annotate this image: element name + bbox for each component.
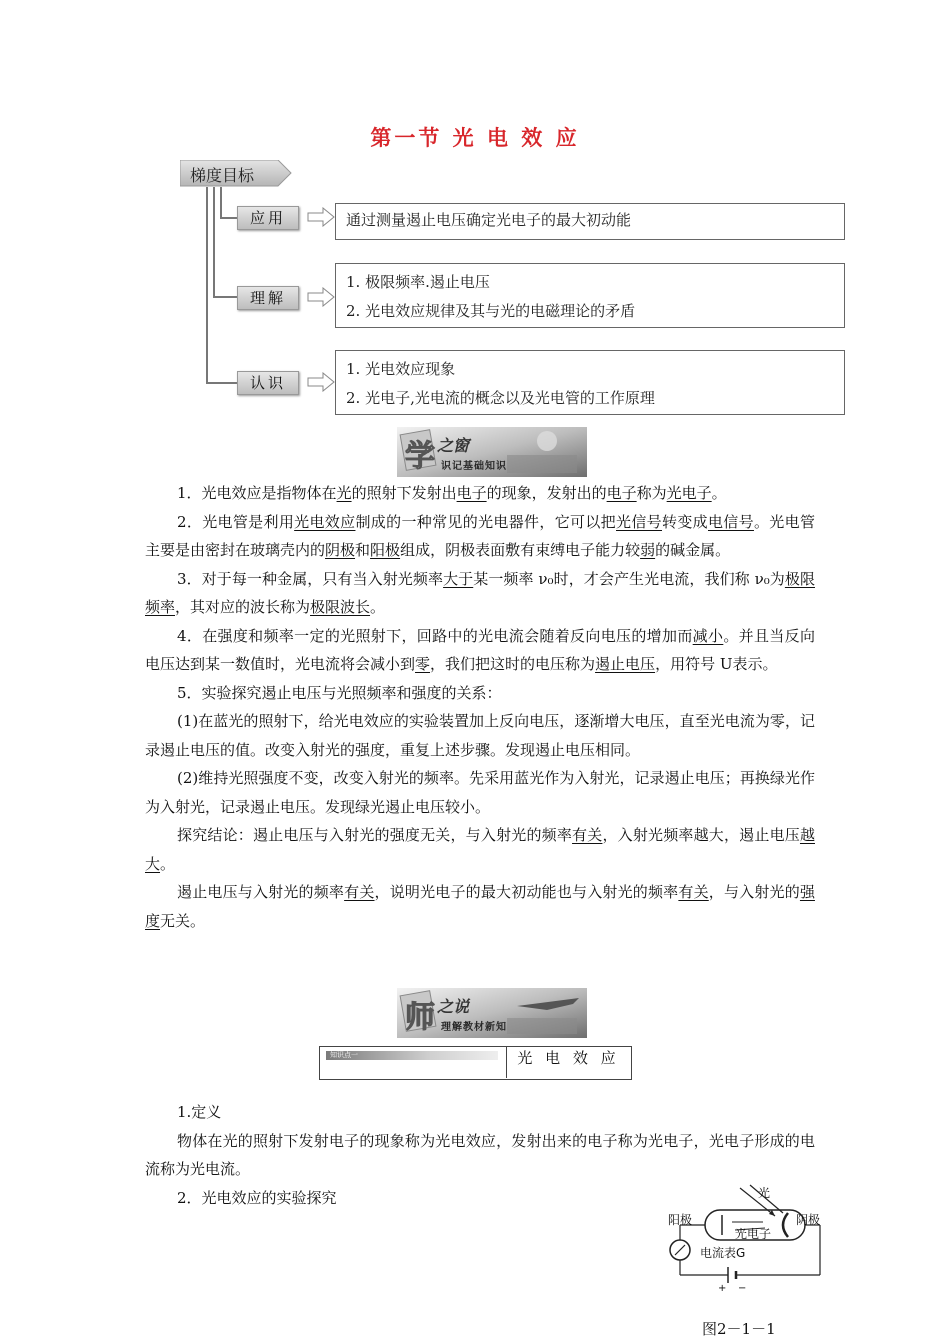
section-banner-teacher (397, 988, 587, 1038)
label-light: 光 (758, 1186, 771, 1200)
para-2: 2．光电管是利用光电效应制成的一种常见的光电器件，它可以把光信号转变成电信号。光电管主要是由密封在玻璃壳内的阴极和阳极组成，阴极表面敷有束缚电子能力较弱的碱金属。 (145, 512, 815, 559)
knowledge-tag-strip (326, 1051, 498, 1060)
section-heading: 1.定义 (177, 1103, 222, 1121)
goal-line: 2. 光电子,光电流的概念以及光电管的工作原理 (346, 389, 655, 407)
tag-understand: 理解 (237, 286, 299, 310)
goal-line: 1. 极限频率.遏止电压 (346, 273, 490, 291)
tree-line-inner (220, 187, 222, 219)
goals-header (180, 160, 292, 187)
knowledge-title: 光 电 效 应 (517, 1049, 620, 1067)
section-heading: 2．光电效应的实验探究 (177, 1188, 337, 1207)
section-banner-study (397, 427, 587, 477)
para-5: 5．实验探究遏止电压与光照频率和强度的关系： (177, 683, 502, 702)
banner-title: 之说 (437, 997, 470, 1016)
arrow-icon (307, 372, 335, 392)
knowledge-tag-cell (320, 1047, 507, 1078)
goal-box-apply (335, 203, 845, 240)
label-cathode: 阴极 (796, 1213, 821, 1227)
knowledge-point-header (319, 1046, 632, 1080)
para-6: (1)在蓝光的照射下，给光电效应的实验装置加上反向电压，逐渐增大电压，直至光电流为零，记录遏止电压的值。改变入射光的强度，重复上述步骤。发现遏止电压相同。 (145, 712, 815, 759)
para-4: 4．在强度和频率一定的光照射下，回路中的光电流会随着反向电压的增加而减小。并且当反向电压达到某一数值时，光电流将会减小到零，我们把这时的电压称为遏止电压，用符号 U表示。 (145, 626, 815, 673)
label-ammeter: 电流表G (700, 1246, 746, 1260)
goals-header-label: 梯度目标 (190, 166, 255, 185)
goal-box-understand (335, 263, 845, 328)
banner-subtitle: 理解教材新知 (441, 1022, 507, 1033)
para-7: (2)维持光照强度不变，改变入射光的频率。先采用蓝光作为入射光，记录遏止电压；再换绿光作为入射光，记录遏止电压。发现绿光遏止电压较小。 (145, 769, 815, 816)
banner-big-char: 师 (405, 1000, 435, 1035)
tree-branch-apply (220, 217, 237, 219)
para-3: 3．对于每一种金属，只有当入射光频率大于某一频率 ν₀时，才会产生光电流，我们称 ν₀为极限频率，其对应的波长称为极限波长。 (145, 569, 815, 616)
banner-subtitle: 识记基础知识 (441, 461, 507, 472)
knowledge-tag: 知识点一 (330, 1051, 358, 1059)
para-9: 遏止电压与入射光的频率有关，说明光电子的最大初动能也与入射光的频率有关，与入射光的强度无关。 (145, 883, 815, 930)
circuit-diagram (660, 1180, 840, 1310)
tree-line-mid (213, 187, 215, 297)
tag-know: 认识 (237, 371, 299, 395)
photoelectric-tube-figure (660, 1180, 840, 1338)
goal-line: 2. 光电效应规律及其与光的电磁理论的矛盾 (346, 302, 636, 320)
figure-caption: 图2－1－1 (702, 1320, 776, 1338)
goal-line: 通过测量遏止电压确定光电子的最大初动能 (346, 211, 632, 229)
goal-line: 1. 光电效应现象 (346, 360, 456, 378)
arrow-icon (307, 287, 335, 307)
label-plus: + (718, 1283, 727, 1294)
tag-apply: 应用 (237, 206, 299, 230)
definition-text: 物体在光的照射下发射电子的现象称为光电效应，发射出来的电子称为光电子，光电子形成的电流称为光电流。 (145, 1131, 815, 1178)
tree-branch-understand (213, 296, 237, 298)
goal-box-know (335, 350, 845, 415)
label-anode: 阳极 (668, 1213, 693, 1227)
label-minus: − (738, 1283, 747, 1294)
para-1: 1．光电效应是指物体在光的照射下发射出电子的现象，发射出的电子称为光电子。 (177, 484, 727, 502)
tree-branch-know (206, 382, 237, 384)
arrow-icon (307, 207, 335, 227)
page-title: 第一节 光 电 效 应 (370, 125, 580, 150)
para-8: 探究结论：遏止电压与入射光的强度无关，与入射光的频率有关，入射光频率越大，遏止电压越大。 (145, 826, 815, 873)
label-photoelectron: 光电子 (735, 1227, 772, 1241)
knowledge-summary (145, 479, 815, 935)
banner-big-char: 学 (405, 439, 435, 474)
banner-title: 之窗 (437, 436, 470, 455)
tree-line-outer (206, 187, 208, 383)
